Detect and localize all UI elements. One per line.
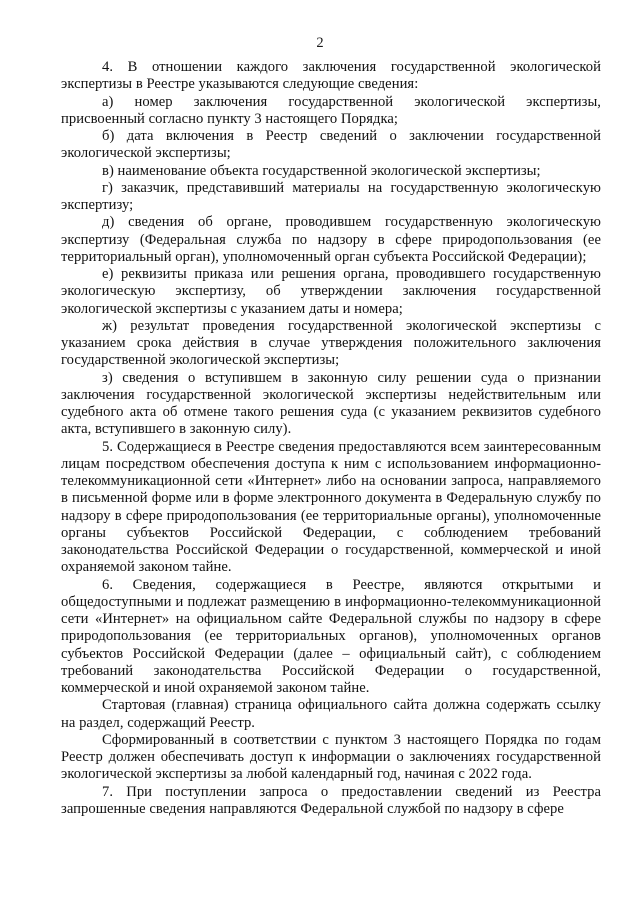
paragraph-4z: з) сведения о вступившем в законную силу решении суда о признании заключения государственной экологической экспертизы недействительным или судебного акта об отмене такого решения суда (с указанием реквизитов судебного акта, вступившего в законную силу).: [61, 369, 601, 438]
paragraph-6: 6. Сведения, содержащиеся в Реестре, являются открытыми и общедоступными и подлежат размещению в информационно-телекоммуникационной сети «Интернет» на официальном сайте Федеральной службы по надзору в сфере природопользования (ее территориальных органов), уполномоченных органов субъектов Российской Федерации (далее – официальный сайт), с соблюдением требований законодательства Российской Федерации о государственной, коммерческой и иной охраняемой законом тайне.: [61, 576, 601, 696]
paragraph-7: 7. При поступлении запроса о предоставлении сведений из Реестра запрошенные сведения направляются Федеральной службой по надзору в сфере: [61, 783, 601, 817]
paragraph-5: 5. Содержащиеся в Реестре сведения предоставляются всем заинтересованным лицам посредством обеспечения доступа к ним с использованием информационно-телекоммуникационной сети «Интернет» либо на основании запроса, направляемого в письменной форме или в форме электронного документа в Федеральную службу по надзору в сфере природопользования (ее территориальные органы), уполномоченные органы субъектов Российской Федерации, с соблюдением требований законодательства Российской Федерации о государственной, коммерческой и иной охраняемой законом тайне.: [61, 438, 601, 576]
paragraph-4d: д) сведения об органе, проводившем государственную экологическую экспертизу (Федеральная служба по надзору в сфере природопользования (ее территориальный орган), уполномоченный орган субъекта Российской Федерации);: [61, 214, 601, 265]
paragraph-6-startpage: Стартовая (главная) страница официального сайта должна содержать ссылку на раздел, содержащий Реестр.: [61, 697, 601, 731]
paragraph-4: 4. В отношении каждого заключения государственной экологической экспертизы в Реестре указываются следующие сведения:: [61, 59, 601, 93]
paragraph-4b: б) дата включения в Реестр сведений о заключении государственной экологической экспертизы;: [61, 128, 601, 162]
paragraph-4e: е) реквизиты приказа или решения органа, проводившего государственную экологическую экспертизу, об утверждении заключения государственной экологической экспертизы с указанием даты и номера;: [61, 266, 601, 317]
paragraph-4a: а) номер заключения государственной экологической экспертизы, присвоенный согласно пункту 3 настоящего Порядка;: [61, 93, 601, 127]
document-body: [61, 59, 601, 818]
paragraph-4zh: ж) результат проведения государственной экологической экспертизы с указанием срока действия в случае утверждения положительного заключения государственной экологической экспертизы;: [61, 317, 601, 369]
paragraph-4g: г) заказчик, представивший материалы на государственную экологическую экспертизу;: [61, 179, 601, 213]
paragraph-4v: в) наименование объекта государственной экологической экспертизы;: [102, 162, 541, 179]
page-number: 2: [316, 35, 324, 51]
paragraph-6-access: Сформированный в соответствии с пунктом 3 настоящего Порядка по годам Реестр должен обеспечивать доступ к информации о заключениях государственной экологической экспертизы за любой календарный год, начиная с 2022 года.: [61, 731, 601, 783]
